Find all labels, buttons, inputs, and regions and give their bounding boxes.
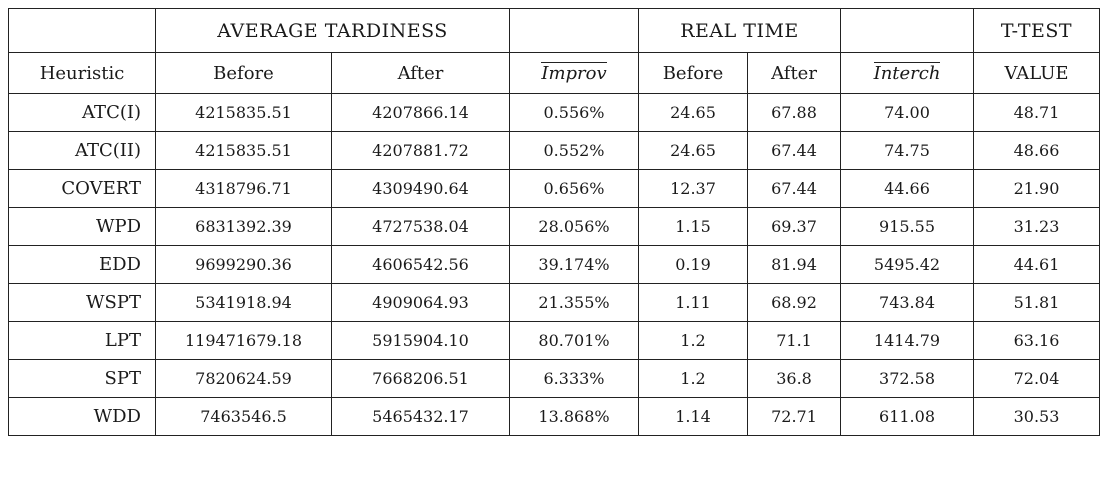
header-value: VALUE	[974, 53, 1100, 94]
cell-before-tardiness: 6831392.39	[156, 208, 332, 246]
header-interch-cell	[841, 53, 974, 94]
cell-after-tardiness: 5465432.17	[332, 398, 510, 436]
header-before-time: Before	[639, 53, 748, 94]
cell-before-time: 1.11	[639, 284, 748, 322]
cell-heuristic: WPD	[9, 208, 156, 246]
results-table-wrapper	[8, 8, 1100, 436]
cell-before-tardiness: 7463546.5	[156, 398, 332, 436]
cell-before-tardiness: 119471679.18	[156, 322, 332, 360]
cell-heuristic: ATC(I)	[9, 94, 156, 132]
cell-t-test-value: 21.90	[974, 170, 1100, 208]
cell-improvement: 0.556%	[510, 94, 639, 132]
cell-after-tardiness: 4207866.14	[332, 94, 510, 132]
cell-t-test-value: 44.61	[974, 246, 1100, 284]
table-row	[9, 246, 1100, 284]
cell-before-tardiness: 9699290.36	[156, 246, 332, 284]
cell-after-time: 72.71	[748, 398, 841, 436]
cell-after-tardiness: 4309490.64	[332, 170, 510, 208]
header-empty-cell	[9, 9, 156, 53]
cell-t-test-value: 72.04	[974, 360, 1100, 398]
header-empty-cell	[841, 9, 974, 53]
table-row	[9, 360, 1100, 398]
cell-before-time: 0.19	[639, 246, 748, 284]
cell-before-time: 24.65	[639, 132, 748, 170]
cell-after-time: 69.37	[748, 208, 841, 246]
header-row-columns	[9, 53, 1100, 94]
header-empty-cell	[510, 9, 639, 53]
cell-heuristic: EDD	[9, 246, 156, 284]
cell-after-time: 81.94	[748, 246, 841, 284]
cell-before-tardiness: 4318796.71	[156, 170, 332, 208]
cell-heuristic: ATC(II)	[9, 132, 156, 170]
cell-improvement: 21.355%	[510, 284, 639, 322]
cell-t-test-value: 30.53	[974, 398, 1100, 436]
cell-before-tardiness: 4215835.51	[156, 94, 332, 132]
cell-interchanges: 5495.42	[841, 246, 974, 284]
cell-before-tardiness: 5341918.94	[156, 284, 332, 322]
header-heuristic: Heuristic	[9, 53, 156, 94]
cell-t-test-value: 48.71	[974, 94, 1100, 132]
cell-heuristic: WDD	[9, 398, 156, 436]
cell-after-tardiness: 4207881.72	[332, 132, 510, 170]
cell-improvement: 6.333%	[510, 360, 639, 398]
cell-interchanges: 44.66	[841, 170, 974, 208]
header-real-time: REAL TIME	[639, 9, 841, 53]
table-row	[9, 208, 1100, 246]
table-row	[9, 132, 1100, 170]
cell-improvement: 28.056%	[510, 208, 639, 246]
cell-before-time: 1.14	[639, 398, 748, 436]
cell-t-test-value: 51.81	[974, 284, 1100, 322]
cell-after-time: 67.44	[748, 132, 841, 170]
header-improv: Improv	[541, 63, 607, 84]
cell-improvement: 80.701%	[510, 322, 639, 360]
header-interch: Interch	[873, 63, 941, 84]
table-row	[9, 94, 1100, 132]
cell-before-time: 1.15	[639, 208, 748, 246]
cell-after-tardiness: 4727538.04	[332, 208, 510, 246]
cell-after-tardiness: 5915904.10	[332, 322, 510, 360]
header-t-test: T-TEST	[974, 9, 1100, 53]
header-after-tardiness: After	[332, 53, 510, 94]
cell-after-tardiness: 4909064.93	[332, 284, 510, 322]
cell-heuristic: WSPT	[9, 284, 156, 322]
cell-heuristic: COVERT	[9, 170, 156, 208]
cell-interchanges: 743.84	[841, 284, 974, 322]
cell-before-time: 1.2	[639, 360, 748, 398]
cell-interchanges: 74.75	[841, 132, 974, 170]
cell-t-test-value: 63.16	[974, 322, 1100, 360]
cell-heuristic: SPT	[9, 360, 156, 398]
cell-before-tardiness: 7820624.59	[156, 360, 332, 398]
table-row	[9, 170, 1100, 208]
cell-after-tardiness: 4606542.56	[332, 246, 510, 284]
cell-before-tardiness: 4215835.51	[156, 132, 332, 170]
table-row	[9, 284, 1100, 322]
cell-before-time: 24.65	[639, 94, 748, 132]
table-body	[9, 94, 1100, 436]
header-row-groups	[9, 9, 1100, 53]
results-table	[8, 8, 1100, 436]
cell-after-time: 67.44	[748, 170, 841, 208]
cell-interchanges: 1414.79	[841, 322, 974, 360]
cell-improvement: 13.868%	[510, 398, 639, 436]
cell-improvement: 39.174%	[510, 246, 639, 284]
cell-improvement: 0.656%	[510, 170, 639, 208]
header-average-tardiness: AVERAGE TARDINESS	[156, 9, 510, 53]
cell-interchanges: 611.08	[841, 398, 974, 436]
cell-heuristic: LPT	[9, 322, 156, 360]
table-row	[9, 322, 1100, 360]
cell-after-time: 67.88	[748, 94, 841, 132]
cell-before-time: 12.37	[639, 170, 748, 208]
cell-t-test-value: 48.66	[974, 132, 1100, 170]
header-after-time: After	[748, 53, 841, 94]
cell-interchanges: 74.00	[841, 94, 974, 132]
cell-interchanges: 372.58	[841, 360, 974, 398]
cell-after-time: 36.8	[748, 360, 841, 398]
cell-after-tardiness: 7668206.51	[332, 360, 510, 398]
cell-after-time: 71.1	[748, 322, 841, 360]
header-improv-cell	[510, 53, 639, 94]
cell-t-test-value: 31.23	[974, 208, 1100, 246]
cell-before-time: 1.2	[639, 322, 748, 360]
cell-after-time: 68.92	[748, 284, 841, 322]
header-before-tardiness: Before	[156, 53, 332, 94]
table-row	[9, 398, 1100, 436]
cell-interchanges: 915.55	[841, 208, 974, 246]
cell-improvement: 0.552%	[510, 132, 639, 170]
